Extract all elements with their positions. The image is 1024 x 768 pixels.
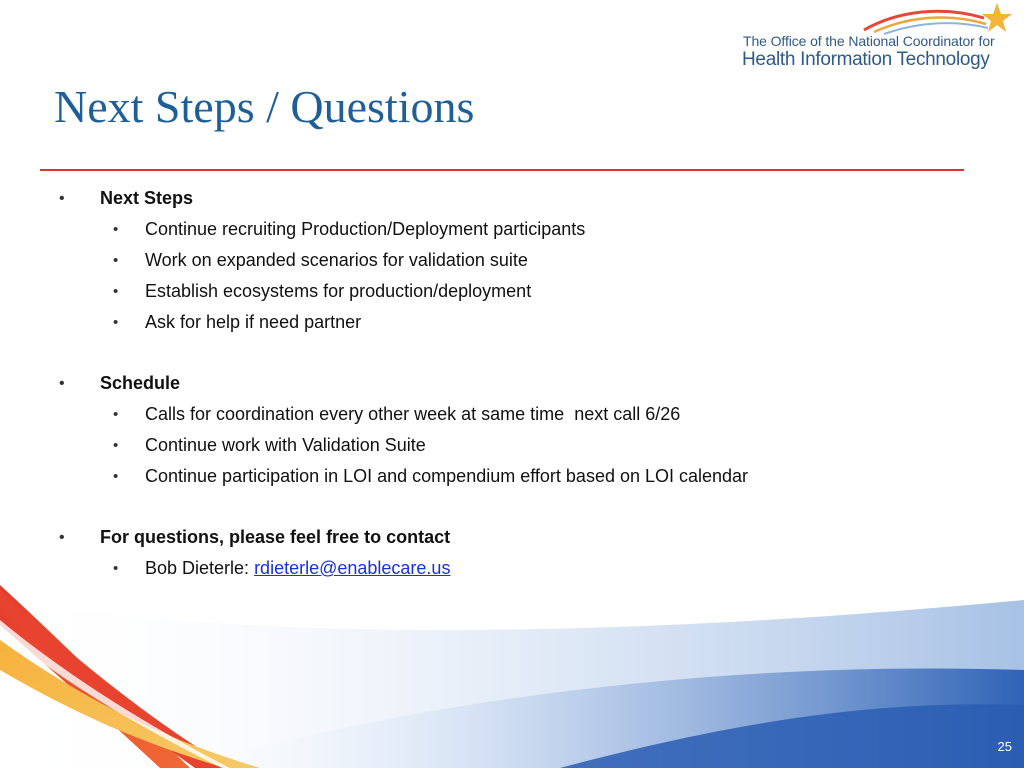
list-item-text: Work on expanded scenarios for validation suite (145, 250, 528, 270)
bullet-icon: • (113, 560, 119, 577)
section-heading: Schedule (100, 373, 181, 393)
list-item-text: Calls for coordination every other week at same time next call 6/26 (145, 404, 681, 424)
slide-content (0, 183, 1000, 584)
list-item (0, 553, 1000, 584)
section-next-steps (0, 183, 1000, 338)
page-title: Next Steps / Questions (54, 81, 475, 132)
bullet-icon: • (113, 283, 119, 300)
bullet-icon: • (59, 529, 65, 546)
list-item (0, 245, 1000, 276)
section-contact (0, 522, 1000, 584)
list-item (0, 522, 1000, 553)
onc-logo (714, 0, 1014, 80)
bullet-icon: • (113, 406, 119, 423)
spacer (0, 338, 1000, 368)
title-divider (40, 169, 964, 171)
list-item (0, 430, 1000, 461)
list-item-text: Continue recruiting Production/Deployment participants (145, 219, 586, 239)
list-item (0, 183, 1000, 214)
page-number: 25 (997, 739, 1012, 754)
list-item-text: Establish ecosystems for production/deployment (145, 281, 532, 301)
bullet-icon: • (113, 314, 119, 331)
section-schedule (0, 368, 1000, 492)
list-item (0, 276, 1000, 307)
bullet-icon: • (59, 375, 65, 392)
list-item (0, 399, 1000, 430)
section-heading: Next Steps (100, 188, 194, 208)
list-item-text: Continue participation in LOI and compendium effort based on LOI calendar (145, 466, 749, 486)
list-item-text: Ask for help if need partner (145, 312, 362, 332)
list-item-text: Continue work with Validation Suite (145, 435, 426, 455)
section-heading: For questions, please feel free to contact (100, 527, 451, 547)
list-item (0, 214, 1000, 245)
contact-email-link[interactable]: rdieterle@enablecare.us (254, 558, 451, 578)
bullet-icon: • (113, 221, 119, 238)
list-item (0, 461, 1000, 492)
bullet-icon: • (59, 190, 65, 207)
contact-line (145, 553, 450, 584)
contact-name: Bob Dieterle: (145, 558, 255, 578)
list-item (0, 368, 1000, 399)
spacer (0, 492, 1000, 522)
bullet-icon: • (113, 468, 119, 485)
logo-line2: Health Information Technology (742, 49, 990, 70)
bullet-icon: • (113, 252, 119, 269)
list-item (0, 307, 1000, 338)
logo-line1: The Office of the National Coordinator for (743, 33, 995, 49)
bullet-icon: • (113, 437, 119, 454)
